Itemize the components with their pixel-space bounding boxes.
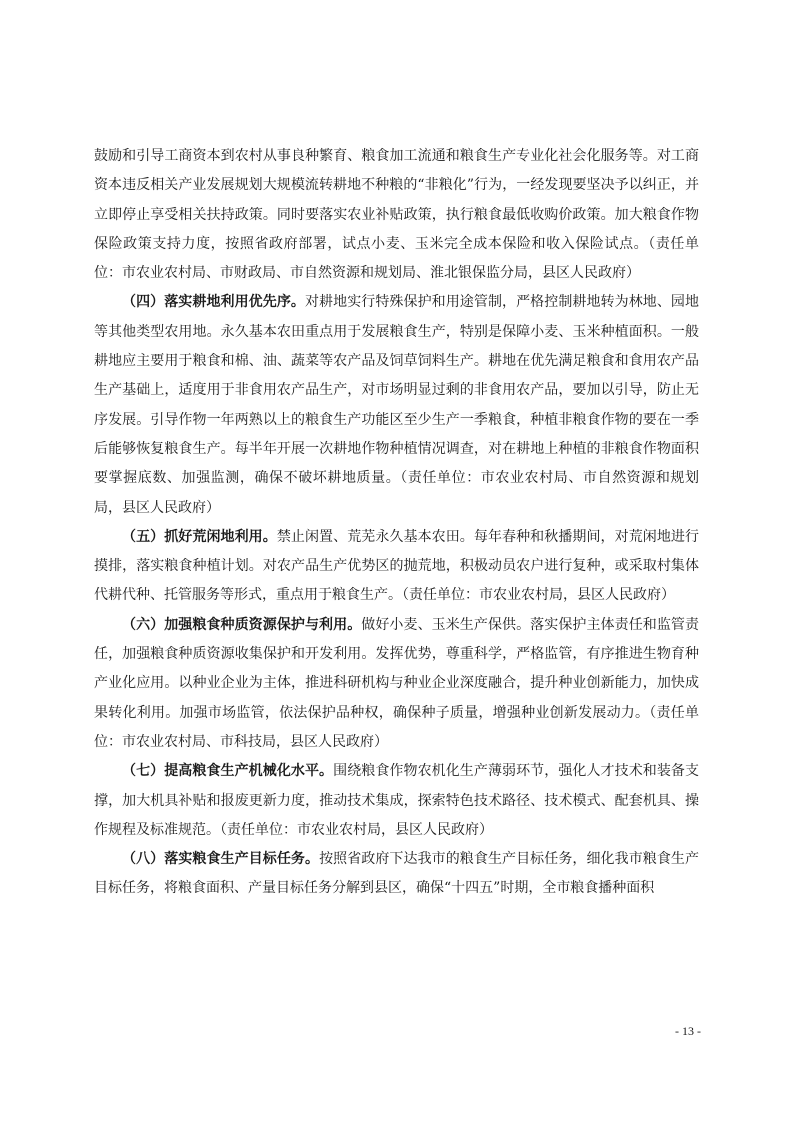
section-heading: （七）提高粮食生产机械化水平。: [122, 763, 334, 780]
paragraph-text: 按照省政府下达我市的粮食生产目标任务，细化我市粮食生产目标任务，将粮食面积、产量目标任务分解到县区，确保“十四五”时期，全市粮食播种面积: [94, 851, 700, 897]
section-heading: （六）加强粮食种质资源保护与利用。: [122, 616, 362, 633]
section-heading: （八）落实粮食生产目标任务。: [122, 851, 320, 868]
paragraph-section-8: [94, 845, 699, 904]
paragraph-section-5: [94, 523, 699, 611]
paragraph-text: 做好小麦、玉米生产保供。落实保护主体责任和监管责任，加强粮食种质资源收集保护和开发利用。发挥优势，尊重科学，严格监管，有序推进生物育种产业化应用。以种业企业为主体，推进科研机构与种业企业深度融合，提升种业创新能力，加快成果转化利用。加强市场监管，依法保护品种权，确保种子质量，增强种业创新发展动力。（责任单位：市农业农村局、市科技局，县区人民政府）: [94, 616, 700, 750]
page-number: - 13 -: [675, 1024, 701, 1038]
paragraph-text: 围绕粮食作物农机化生产薄弱环节，强化人才技术和装备支撑，加大机具补贴和报废更新力度，推动技术集成，探索特色技术路径、技术模式、配套机具、操作规程及标准规范。（责任单位：市农业农村局，县区人民政府）: [94, 763, 699, 838]
paragraph-text: 对耕地实行特殊保护和用途管制，严格控制耕地转为林地、园地等其他类型农用地。永久基本农田重点用于发展粮食生产，特别是保障小麦、玉米种植面积。一般耕地应主要用于粮食和棉、油、蔬菜等农产品及饲草饲料生产。耕地在优先满足粮食和食用农产品生产基础上，适度用于非食用农产品生产，对市场明显过剩的非食用农产品，要加以引导，防止无序发展。引导作物一年两熟以上的粮食生产功能区至少生产一季粮食，种植非粮食作物的要在一季后能够恢复粮食生产。每半年开展一次耕地作物种植情况调查，对在耕地上种植的非粮食作物面积要掌握底数、加强监测，确保不破坏耕地质量。（责任单位：市农业农村局、市自然资源和规划局，县区人民政府）: [94, 294, 700, 516]
paragraph-section-6: [94, 611, 699, 757]
paragraph-text: 禁止闲置、荒芜永久基本农田。每年春种和秋播期间，对荒闲地进行摸排，落实粮食种植计划。对农产品生产优势区的抛荒地，积极动员农户进行复种，或采取村集体代耕代种、托管服务等形式，重点用于粮食生产。（责任单位：市农业农村局，县区人民政府）: [94, 528, 700, 604]
document-body: [94, 142, 699, 904]
paragraph-text: 鼓励和引导工商资本到农村从事良种繁育、粮食加工流通和粮食生产专业化社会化服务等。对工商资本违反相关产业发展规划大规模流转耕地不种粮的“非粮化”行为，一经发现要坚决予以纠正，并立即停止享受相关扶持政策。同时要落实农业补贴政策，执行粮食最低收购价政策。加大粮食作物保险政策支持力度，按照省政府部署，试点小麦、玉米完全成本保险和收入保险试点。（责任单位：市农业农村局、市财政局、市自然资源和规划局、淮北银保监分局，县区人民政府）: [94, 148, 699, 282]
section-heading: （四）落实耕地利用优先序。: [122, 294, 305, 311]
section-heading: （五）抓好荒闲地利用。: [122, 528, 277, 545]
paragraph-section-4: [94, 288, 699, 522]
paragraph-continuation: [94, 142, 699, 288]
paragraph-section-7: [94, 757, 699, 845]
